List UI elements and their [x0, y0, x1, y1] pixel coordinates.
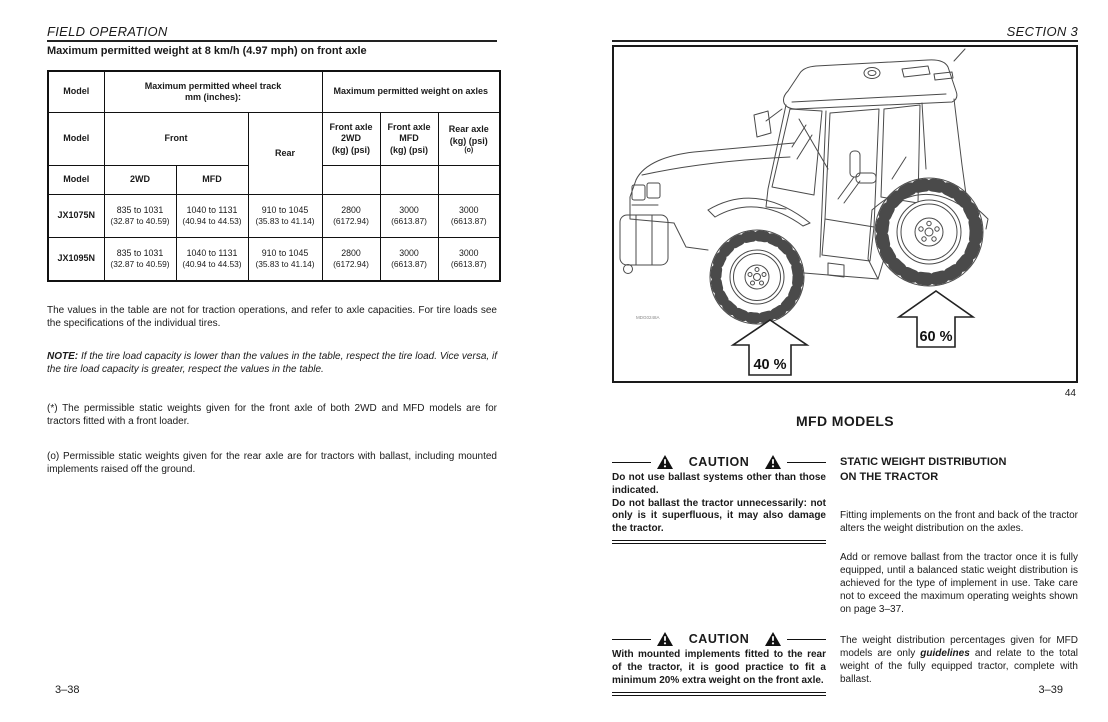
- running-header-left: FIELD OPERATION: [47, 24, 497, 42]
- caution-title: CAUTION: [688, 632, 750, 647]
- double-rule: [612, 540, 826, 545]
- table-header-mfd: MFD: [176, 166, 248, 195]
- left-page: [47, 24, 497, 486]
- note-label: NOTE:: [47, 351, 79, 362]
- table-cell: 2800 (6172.94): [322, 238, 380, 282]
- table-header-rear-axle: Rear axle (kg) (psi) (o): [438, 113, 500, 166]
- table-header-model: Model: [48, 166, 104, 195]
- table-cell: 910 to 1045 (35.83 to 41.14): [248, 238, 322, 282]
- rear-axle-percentage: 60 %: [919, 329, 953, 345]
- right-column: [840, 455, 1078, 696]
- footnote-o: (o) Permissible static weights given for the rear axle are for tractors with ballast, including mounted implements raised off the ground.: [47, 451, 497, 475]
- table-header-weight-axles: Maximum permitted weight on axles: [322, 71, 500, 113]
- page-subtitle: Maximum permitted weight at 8 km/h (4.97 mph) on front axle: [47, 45, 367, 57]
- table-header-2wd: 2WD: [104, 166, 176, 195]
- table-cell: 3000 (6613.87): [438, 195, 500, 238]
- paragraph-fitting-implements: Fitting implements on the front and back of the tractor alters the weight distribution on the axles.: [840, 509, 1078, 534]
- table-cell-model: JX1095N: [48, 238, 104, 282]
- paragraph-weight-distribution: The weight distribution percentages given for MFD models are only guidelines and relate to the total weight of the fully equipped tractor, complete with ballast.: [840, 634, 1079, 685]
- table-cell: 3000 (6613.87): [380, 195, 438, 238]
- front-axle-percentage: 40 %: [753, 357, 787, 373]
- table-cell: 835 to 1031 (32.87 to 40.59): [104, 238, 176, 282]
- table-header-wheel-track: Maximum permitted wheel track mm (inches):: [104, 71, 322, 113]
- table-cell: 1040 to 1131 (40.94 to 44.53): [176, 238, 248, 282]
- table-cell-empty: [322, 166, 380, 195]
- caution-title: CAUTION: [688, 455, 750, 469]
- paragraph-add-remove-ballast: Add or remove ballast from the tractor once it is fully equipped, until a balanced static weight distribution is achieved for the type of implement in use. Take care not to exceed the maximum operating weights shown on page 3–37.: [840, 551, 1078, 615]
- table-cell-empty: [380, 166, 438, 195]
- rule-line: [787, 462, 826, 463]
- caution-text: With mounted implements fitted to the rear of the tractor, it is good practice to fit a minimum 20% extra weight on the front axle.: [612, 649, 826, 687]
- double-rule: [612, 692, 826, 697]
- note-paragraph: [47, 350, 497, 376]
- weight-spec-table: [47, 70, 501, 282]
- table-row: [48, 238, 500, 282]
- warning-icon: [765, 632, 781, 646]
- warning-icon: [765, 455, 781, 469]
- paragraph-axle-capacities: The values in the table are not for traction operations, and refer to axle capacities. For tire loads see the specifications of the individual tires.: [47, 305, 497, 329]
- figure-number: 44: [1064, 388, 1076, 399]
- static-weight-heading: STATIC WEIGHT DISTRIBUTION ON THE TRACTOR: [840, 456, 1007, 483]
- table-cell-empty: [438, 166, 500, 195]
- left-column: [612, 455, 826, 696]
- caution-text: Do not ballast the tractor unnecessarily: not only is it superfluous, it may also damage the tractor.: [612, 497, 826, 535]
- table-cell: 835 to 1031 (32.87 to 40.59): [104, 195, 176, 238]
- caution-box-mounted-implements: [612, 632, 826, 696]
- section-title: MFD MODELS: [795, 413, 895, 429]
- warning-icon: [657, 632, 673, 646]
- rule-line: [787, 639, 826, 640]
- table-header-model: Model: [48, 113, 104, 166]
- table-cell-model: JX1075N: [48, 195, 104, 238]
- guidelines-emphasis: guidelines: [920, 647, 970, 659]
- table-cell: 3000 (6613.87): [380, 238, 438, 282]
- table-cell: 1040 to 1131 (40.94 to 44.53): [176, 195, 248, 238]
- caution-box-ballast-systems: [612, 455, 826, 544]
- table-header-front: Front: [104, 113, 248, 166]
- tractor-line-drawing: [614, 47, 1076, 377]
- table-header-rear: Rear: [248, 113, 322, 195]
- table-cell: 910 to 1045 (35.83 to 41.14): [248, 195, 322, 238]
- tractor-figure: [612, 45, 1078, 383]
- page-number-right: 3–39: [1038, 684, 1063, 696]
- page-number-left: 3–38: [55, 684, 80, 696]
- figure-code: MDG0248A: [636, 315, 660, 320]
- table-header-front-axle-mfd: Front axle MFD (kg) (psi): [380, 113, 438, 166]
- caution-text: Do not use ballast systems other than those indicated.: [612, 472, 826, 496]
- note-text: If the tire load capacity is lower than the values in the table, respect the tire load. Vice versa, if the tire load capacity is greater, respect the values in the table.: [47, 351, 497, 375]
- table-row: [48, 195, 500, 238]
- rule-line: [612, 462, 651, 463]
- right-page: [612, 24, 1078, 696]
- warning-icon: [657, 455, 673, 469]
- running-header-right: SECTION 3: [612, 24, 1078, 42]
- footnote-star: (*) The permissible static weights given for the front axle of both 2WD and MFD models are for tractors fitted with a front loader.: [47, 403, 497, 427]
- table-cell: 3000 (6613.87): [438, 238, 500, 282]
- table-cell: 2800 (6172.94): [322, 195, 380, 238]
- table-header-model: Model: [48, 71, 104, 113]
- rule-line: [612, 639, 651, 640]
- table-header-front-axle-2wd: Front axle 2WD (kg) (psi): [322, 113, 380, 166]
